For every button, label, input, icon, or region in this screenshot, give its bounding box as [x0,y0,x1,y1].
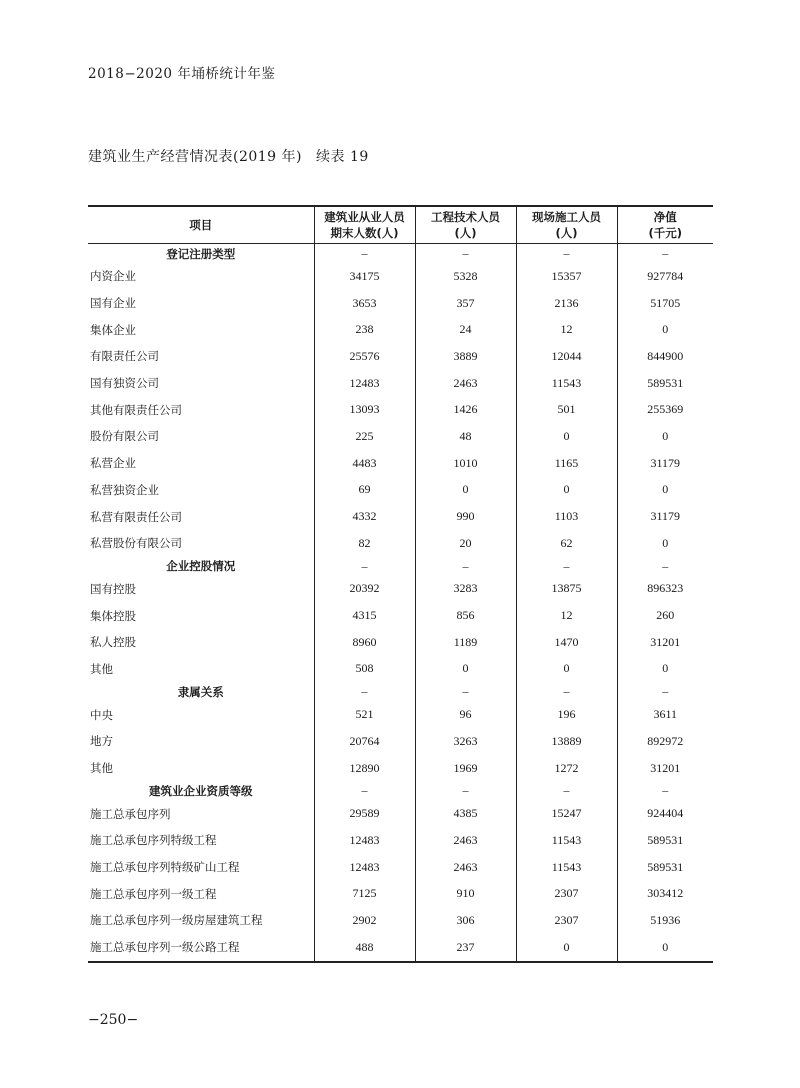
table-continued-label: 续表 19 [316,149,369,165]
column-header [415,206,516,244]
table-row [88,343,713,370]
table-cell: 589531 [617,827,713,854]
row-label: 其他 [90,761,113,776]
row-label: 国有控股 [90,581,136,596]
table-cell: 488 [314,934,415,962]
table-cell: 5328 [415,263,516,290]
table-cell: 1470 [516,629,617,656]
table-cell: – [516,557,617,576]
table-cell: 34175 [314,263,415,290]
table-row [88,800,713,827]
table-cell: 2463 [415,827,516,854]
table-cell: 3283 [415,576,516,603]
table-cell: 20 [415,530,516,557]
row-label: 施工总承包序列 [90,806,171,821]
table-cell: 13889 [516,728,617,755]
table-cell: – [516,781,617,800]
table-cell: 15357 [516,263,617,290]
section-row [88,244,713,264]
table-cell: 13875 [516,576,617,603]
table-cell: 12 [516,602,617,629]
table-cell: 0 [516,477,617,504]
table-cell: 29589 [314,800,415,827]
table-cell: 237 [415,934,516,962]
table-cell: 0 [516,423,617,450]
table-cell: – [516,244,617,264]
row-label: 中央 [90,707,113,722]
table-cell: 844900 [617,343,713,370]
table-cell: 24 [415,316,516,343]
table-cell: 1010 [415,450,516,477]
running-head: 2018−2020 年埇桥统计年鉴 [88,66,276,82]
table-cell: 0 [617,934,713,962]
table-cell: 12483 [314,827,415,854]
column-header [516,206,617,244]
table-cell: 62 [516,530,617,557]
table-cell: – [314,557,415,576]
table-cell: 306 [415,907,516,934]
table-cell: 892972 [617,728,713,755]
table-row [88,530,713,557]
table-row [88,656,713,683]
table-cell: 2307 [516,907,617,934]
table-cell: 4315 [314,602,415,629]
row-label: 股份有限公司 [90,429,159,444]
table-cell: 0 [415,477,516,504]
section-label: 登记注册类型 [166,246,236,261]
row-label: 国有独资公司 [90,376,159,391]
row-label: 施工总承包序列一级房屋建筑工程 [90,913,263,928]
table-row [88,503,713,530]
table-cell: – [314,781,415,800]
table-cell: 12483 [314,854,415,881]
column-header-line: (千元) [648,226,682,240]
column-header-line: 现场施工人员 [532,210,601,224]
table-cell: 225 [314,423,415,450]
section-row [88,557,713,576]
table-cell: 238 [314,316,415,343]
column-header [617,206,713,244]
row-label: 施工总承包序列特级矿山工程 [90,860,240,875]
table-row [88,396,713,423]
table-cell: 927784 [617,263,713,290]
section-label: 隶属关系 [177,684,224,699]
column-header-line: 工程技术人员 [431,210,500,224]
table-cell: 990 [415,503,516,530]
row-label: 私营有限责任公司 [90,509,182,524]
table-cell: 31179 [617,503,713,530]
table-header-row [88,206,713,244]
row-label: 集体控股 [90,608,136,623]
table-cell: 924404 [617,800,713,827]
column-header-line: (人) [454,226,477,240]
table-cell: 20392 [314,576,415,603]
table-cell: 82 [314,530,415,557]
table-cell: 0 [617,656,713,683]
row-label: 其他有限责任公司 [90,402,182,417]
table-row [88,755,713,782]
table-body [88,244,713,962]
table-cell: – [415,557,516,576]
table-cell: 0 [617,316,713,343]
table-cell: 0 [617,530,713,557]
table-row [88,263,713,290]
table-cell: 1189 [415,629,516,656]
page-number: −250− [88,1012,139,1028]
table-cell: – [617,781,713,800]
table-row [88,602,713,629]
table-cell: 11543 [516,370,617,397]
statistics-table [88,205,713,963]
table-row [88,477,713,504]
table-cell: 51705 [617,290,713,317]
table-cell: 1272 [516,755,617,782]
table-cell: 51936 [617,907,713,934]
column-header-line: 期末人数(人) [330,226,399,240]
table-cell: 2463 [415,854,516,881]
table-cell: – [314,682,415,701]
row-label: 私人控股 [90,635,136,650]
table-cell: – [415,682,516,701]
section-label: 建筑业企业资质等级 [149,783,253,798]
table-row [88,290,713,317]
table-cell: 69 [314,477,415,504]
table-cell: 31201 [617,755,713,782]
table-cell: 303412 [617,880,713,907]
table-cell: 0 [516,934,617,962]
table-cell: 521 [314,701,415,728]
row-label: 内资企业 [90,269,136,284]
table-title [88,146,369,166]
table-cell: 0 [516,656,617,683]
table-cell: 2307 [516,880,617,907]
table-row [88,728,713,755]
table-cell: – [516,682,617,701]
table-cell: 3889 [415,343,516,370]
column-header-line: (人) [555,226,578,240]
table-cell: 8960 [314,629,415,656]
table-cell: 0 [617,477,713,504]
table-cell: 20764 [314,728,415,755]
table-cell: – [415,781,516,800]
table-cell: 896323 [617,576,713,603]
table-row [88,934,713,962]
table-cell: 15247 [516,800,617,827]
table-cell: 4483 [314,450,415,477]
table-cell: 11543 [516,827,617,854]
table-cell: – [617,682,713,701]
table-cell: 357 [415,290,516,317]
table-cell: 4385 [415,800,516,827]
column-header-line: 净值 [653,210,677,224]
section-row [88,682,713,701]
row-label: 施工总承包序列一级公路工程 [90,940,240,955]
table-row [88,907,713,934]
table-cell: 2136 [516,290,617,317]
table-cell: 1103 [516,503,617,530]
table-cell: 96 [415,701,516,728]
table-cell: 501 [516,396,617,423]
row-label: 施工总承包序列一级工程 [90,886,217,901]
table-row [88,827,713,854]
row-label: 有限责任公司 [90,349,159,364]
table-cell: 48 [415,423,516,450]
table-cell: 12483 [314,370,415,397]
column-header [314,206,415,244]
table-cell: – [617,557,713,576]
table-cell: 3263 [415,728,516,755]
column-header [88,206,314,244]
table-row [88,880,713,907]
table-cell: 0 [415,656,516,683]
row-label: 私营独资企业 [90,482,159,497]
table-cell: – [314,244,415,264]
table-cell: 0 [617,423,713,450]
table-cell: 508 [314,656,415,683]
table-row [88,576,713,603]
table-row [88,370,713,397]
row-label: 私营股份有限公司 [90,536,182,551]
table-cell: 2463 [415,370,516,397]
table-cell: 255369 [617,396,713,423]
table-cell: – [415,244,516,264]
table-cell: 3611 [617,701,713,728]
table-cell: 1969 [415,755,516,782]
section-row [88,781,713,800]
table-row [88,450,713,477]
row-label: 集体企业 [90,322,136,337]
table-cell: 7125 [314,880,415,907]
table-cell: 31179 [617,450,713,477]
table-cell: 13093 [314,396,415,423]
table-cell: – [617,244,713,264]
table-row [88,423,713,450]
table-cell: 12044 [516,343,617,370]
row-label: 国有企业 [90,296,136,311]
table-cell: 1165 [516,450,617,477]
table-cell: 589531 [617,370,713,397]
table-cell: 589531 [617,854,713,881]
table-cell: 25576 [314,343,415,370]
table-cell: 910 [415,880,516,907]
table-row [88,701,713,728]
column-header-line: 建筑业从业人员 [324,210,405,224]
row-label: 私营企业 [90,456,136,471]
table-cell: 4332 [314,503,415,530]
table-cell: 196 [516,701,617,728]
table-cell: 31201 [617,629,713,656]
table-cell: 1426 [415,396,516,423]
table-header [88,206,713,244]
table-title-text: 建筑业生产经营情况表(2019 年) [88,149,303,165]
table-row [88,629,713,656]
table-row [88,854,713,881]
table-cell: 11543 [516,854,617,881]
section-label: 企业控股情况 [166,559,236,574]
row-label: 地方 [90,734,113,749]
table-row [88,316,713,343]
row-label: 施工总承包序列特级工程 [90,833,217,848]
table-cell: 260 [617,602,713,629]
column-header-line: 项目 [189,218,213,232]
table-cell: 2902 [314,907,415,934]
row-label: 其他 [90,661,113,676]
table-cell: 856 [415,602,516,629]
table-cell: 3653 [314,290,415,317]
table-cell: 12890 [314,755,415,782]
table-cell: 12 [516,316,617,343]
